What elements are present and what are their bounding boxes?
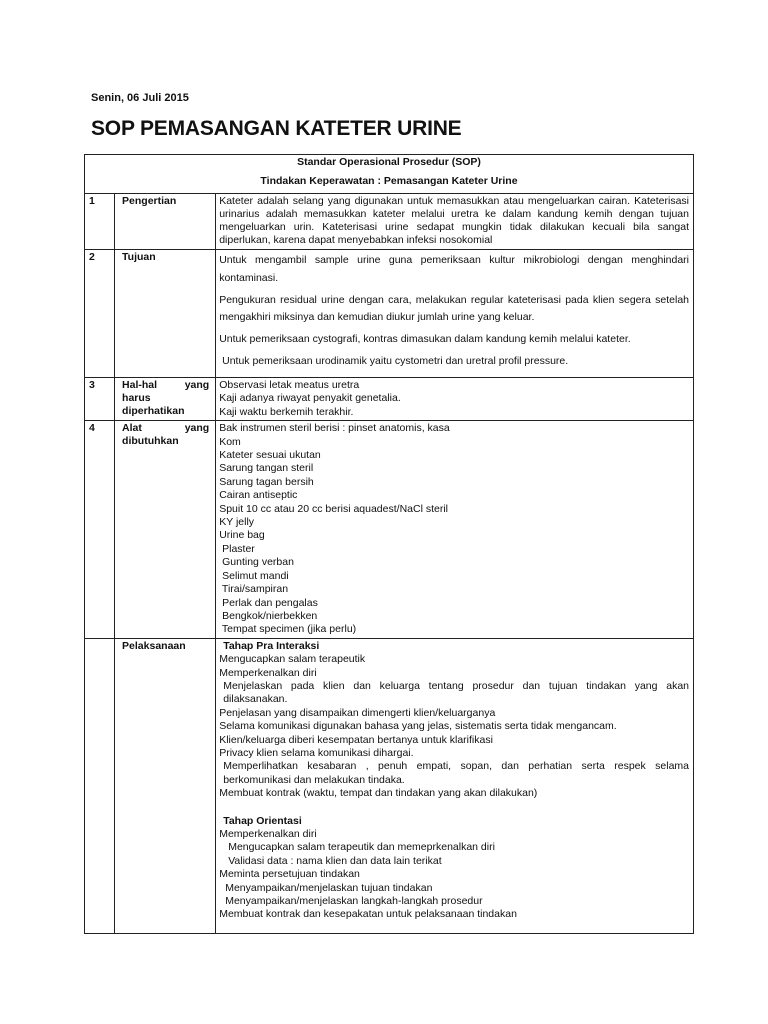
list-item: Mengucapkan salam terapeutik dan memeprkenalkan diri [228, 841, 495, 854]
table-row [85, 378, 694, 421]
document-title: SOP PEMASANGAN KATETER URINE [91, 117, 462, 140]
document-date: Senin, 06 Juli 2015 [91, 92, 189, 104]
list-item: Perlak dan pengalas [219, 596, 318, 609]
list-item: Mengucapkan salam terapeutik [219, 653, 366, 666]
list-item: Tempat specimen (jika perlu) [219, 623, 357, 636]
row-label: Alat yang dibutuhkan [115, 421, 216, 639]
list-item: Memperkenalkan diri [219, 666, 317, 679]
list-item: Selimut mandi [219, 569, 289, 582]
list-item: Gunting verban [219, 556, 294, 569]
list-item: Observasi letak meatus uretra [219, 379, 360, 391]
row-content [216, 250, 694, 378]
list-item: Membuat kontrak dan kesepakatan untuk pelaksanaan tindakan [219, 908, 517, 921]
list-item: Bengkok/nierbekken [219, 609, 318, 622]
list-item: Validasi data : nama klien dan data lain terikat [228, 854, 442, 867]
list-item: Meminta persetujuan tindakan [219, 868, 360, 881]
list-item: Tirai/sampiran [219, 583, 289, 596]
list-item: Penjelasan yang disampaikan dimengerti klien/keluarganya [219, 706, 496, 719]
row-content [216, 194, 694, 250]
list-item: Kom [219, 435, 241, 448]
objective-paragraph: Untuk pemeriksaan cystografi, kontras dimasukan dalam kandung kemih melalui kateter. [219, 333, 631, 346]
section-title: Tahap Pra Interaksi [223, 639, 320, 652]
list-item: Memperlihatkan kesabaran , penuh empati, sopan, dan perhatian serta respek selama berkomunikasi dan melakukan tindaka. [223, 760, 689, 786]
list-item: Menyampaikan/menjelaskan tujuan tindakan [225, 881, 433, 894]
row-number: 2 [85, 250, 115, 378]
table-row [85, 194, 694, 250]
list-item: Membuat kontrak (waktu, tempat dan tindakan yang akan dilakukan) [219, 787, 538, 800]
table-header-cell [85, 155, 694, 194]
list-item: Sarung tangan steril [219, 462, 314, 475]
table-row [85, 421, 694, 639]
list-item: Klien/keluarga diberi kesempatan bertanya untuk klarifikasi [219, 733, 493, 746]
list-item: Selama komunikasi digunakan bahasa yang jelas, sistematis serta tidak mengancam. [219, 720, 617, 733]
table-row [85, 250, 694, 378]
list-item: KY jelly [219, 516, 255, 529]
definition-text: Kateter adalah selang yang digunakan untuk memasukkan atau mengeluarkan cairan. Kateterisasi urinarius adalah memasukkan kateter melalui uretra ke dalam kandung kemih dengan tujuan mengeluarkan urin. Kateterisasi urine sedapat mungkin tidak dilakukan kecuali bila sangat diperlukan, karena dapat menyebabkan infeksi nosokomial [219, 195, 689, 246]
header-sop-title: Standar Operasional Prosedur (SOP) [297, 156, 481, 168]
list-item: Cairan antiseptic [219, 489, 298, 502]
row-number: 3 [85, 378, 115, 421]
list-item: Menyampaikan/menjelaskan langkah-langkah prosedur [225, 895, 483, 908]
list-item: Privacy klien selama komunikasi dihargai. [219, 746, 414, 759]
list-item: Spuit 10 cc atau 20 cc berisi aquadest/NaCl steril [219, 502, 448, 515]
row-label: Pelaksanaan [115, 638, 216, 933]
section-title: Tahap Orientasi [223, 814, 302, 827]
row-number: 4 [85, 421, 115, 639]
row-number: 1 [85, 194, 115, 250]
row-label: Hal-hal yang harus diperhatikan [115, 378, 216, 421]
list-item: Kaji adanya riwayat penyakit genetalia. [219, 392, 401, 405]
row-content [216, 638, 694, 933]
list-item: Plaster [219, 542, 255, 555]
row-content [216, 421, 694, 639]
table-header-row [85, 155, 694, 194]
list-item: Memperkenalkan diri [219, 828, 317, 840]
list-item: Menjelaskan pada klien dan keluarga tentang prosedur dan tujuan tindakan yang akan dilaksanakan. [223, 679, 689, 706]
row-label: Tujuan [115, 250, 216, 378]
table-row [85, 638, 694, 933]
list-item: Kaji waktu berkemih terakhir. [219, 405, 354, 418]
list-item: Urine bag [219, 529, 265, 542]
objective-paragraph: Untuk pemeriksaan urodinamik yaitu cystometri dan uretral profil pressure. [219, 354, 569, 367]
sop-table [84, 154, 694, 934]
row-number [85, 638, 115, 933]
row-label: Pengertian [115, 194, 216, 250]
list-item: Kateter sesuai ukutan [219, 449, 321, 462]
row-content [216, 378, 694, 421]
list-item: Sarung tagan bersih [219, 475, 314, 488]
header-sop-subtitle: Tindakan Keperawatan : Pemasangan Kateter Urine [260, 175, 518, 187]
objective-paragraph: Untuk mengambil sample urine guna pemeriksaan kultur mikrobiologi dengan menghindari kontaminasi. [219, 254, 689, 284]
objective-paragraph: Pengukuran residual urine dengan cara, melakukan regular kateterisasi pada klien segera setelah mengakhiri miksinya dan kemudian diukur jumlah urine yang keluar. [219, 293, 689, 324]
list-item: Bak instrumen steril berisi : pinset anatomis, kasa [219, 422, 450, 435]
